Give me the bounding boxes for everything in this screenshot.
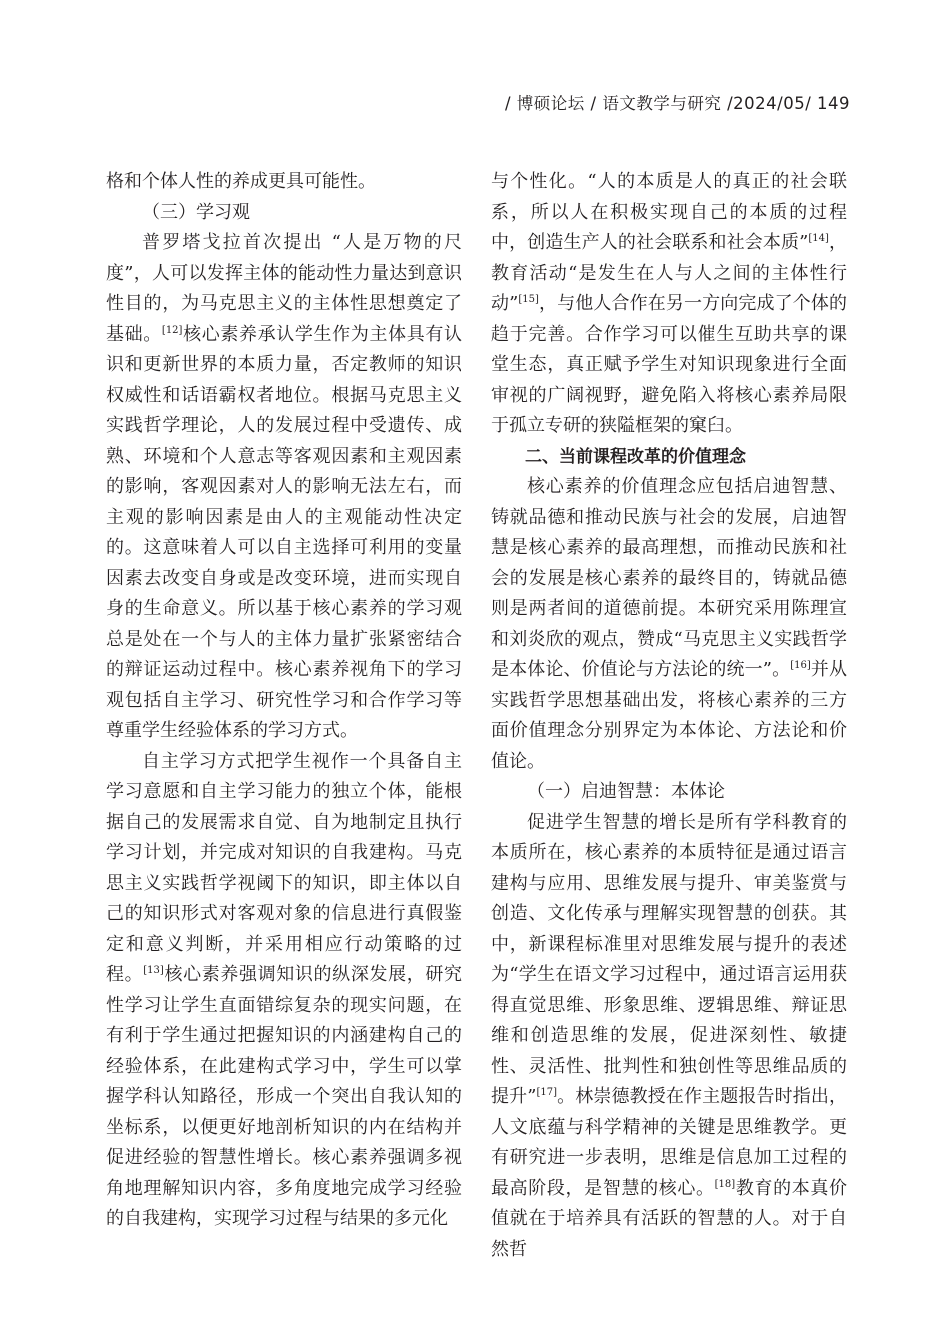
paragraph [491,472,847,777]
paragraph [106,228,462,747]
citation-ref: [14] [808,233,829,244]
section-heading-learning-view: （三）学习观 [142,201,250,223]
citation-ref: [16] [790,660,811,671]
right-column [491,167,847,1265]
paragraph-text: 并从实践哲学思想基础出发，将核心素养的三方面价值理念分别界定为本体论、方法论和价值论。 [491,659,848,772]
citation-ref: [15] [518,294,539,305]
paragraph-text: 核心素养承认学生作为主体具有认识和更新世界的本质力量，否定教师的知识权威性和话语霸权者地位。根据马克思主义实践哲学理论，人的发展过程中受遗传、成熟、环境和个人意志等客观因素和主观因素的影响，客观因素对人的影响无法左右，而主观的影响因素是由人的主观能动性决定的。这意味着人可以自主选择可利用的变量因素去改变自身或是改变环境，进而实现自身的生命意义。所以基于核心素养的学习观总是处在一个与人的主体力量扩张紧密结合的辩证运动过程中。核心素养视角下的学习观包括自主学习、研究性学习和合作学习等尊重学生经验体系的学习方式。 [106,323,463,741]
paragraph-text: 与个性化。“人的本质是人的真正的社会联系，所以人在积极实现自己的本质的过程中，创造生产人的社会联系和社会本质” [491,171,847,253]
left-column [106,167,462,1235]
citation-ref: [13] [143,965,164,976]
paragraph-text: 促进学生智慧的增长是所有学科教育的本质所在，核心素养的本质特征是通过语言建构与应用、思维发展与提升、审美鉴赏与创造、文化传承与理解实现智慧的创获。其中，新课程标准里对思维发展与提升的表述为“学生在语文学习过程中，通过语言运用获得直觉思维、形象思维、逻辑思维、辩证思维和创造思维的发展，促进深刻性、敏捷性、灵活性、批判性和独创性等思维品质的提升” [491,811,847,1107]
section-heading-value-concepts: 二、当前课程改革的价值理念 [525,446,746,467]
running-header: / 博硕论坛 / 语文教学与研究 /2024/05/ 149 [505,94,850,113]
paragraph-text: 自主学习方式把学生视作一个具备自主学习意愿和自主学习能力的独立个体，能根据自己的发展需求自觉、自为地制定且执行学习计划，并完成对知识的自我建构。马克思主义实践哲学视阈下的知识，即主体以自己的知识形式对客观对象的信息进行真假鉴定和意义判断，并采用相应行动策略的过程。 [106,750,462,985]
paragraph-text: ，与他人合作在另一方向完成了个体的趋于完善。合作学习可以催生互助共享的课堂生态，真正赋予学生对知识现象进行全面审视的广阔视野，避免陷入将核心素养局限于孤立专研的狭隘框架的窠臼。 [491,293,847,436]
paragraph-text: 教育的本真价值就在于培养具有活跃的智慧的人。对于自然哲 [491,1177,848,1260]
citation-ref: [17] [536,1087,557,1098]
paragraph: 格和个体人性的养成更具可能性。 [106,171,376,192]
paragraph-text: 核心素养的价值理念应包括启迪智慧、铸就品德和推动民族与社会的发展，启迪智慧是核心素养的最高理想，而推动民族和社会的发展是核心素养的最终目的，铸就品德则是两者间的道德前提。本研究采用陈理宣和刘炎欣的观点，赞成“马克思主义实践哲学是本体论、价值论与方法论的统一”。 [491,476,847,680]
paragraph [491,167,847,442]
citation-ref: [18] [714,1178,736,1190]
paragraph-text: ，教育活动“是发生在人与人之间的主体性行动” [491,232,848,314]
paragraph [491,808,847,1266]
paragraph-text: 普罗塔戈拉首次提出 “人是万物的尺度”，人可以发挥主体的能动性力量达到意识性目的，为马克思主义的主体性思想奠定了基础。 [106,232,462,345]
paragraph [106,747,462,1235]
section-heading-wisdom: （一）启迪智慧：本体论 [527,781,725,802]
paragraph-text: 核心素养强调知识的纵深发展，研究性学习让学生直面错综复杂的现实问题，在有利于学生通过把握知识的内涵建构自己的经验体系，在此建构式学习中，学生可以掌握学科认知路径，形成一个突出自我认知的坐标系，以便更好地剖析知识的内在结构并促进经验的智慧性增长。核心素养强调多视角地理解知识内容，多角度地完成学习经验的自我建构，实现学习过程与结果的多元化 [106,964,463,1229]
paragraph-text: 。林崇德教授在作主题报告时指出，人文底蕴与科学精神的关键是思维教学。更有研究进一步表明，思维是信息加工过程的最高阶段，是智慧的核心。 [491,1086,848,1199]
citation-ref: [12] [161,324,183,336]
